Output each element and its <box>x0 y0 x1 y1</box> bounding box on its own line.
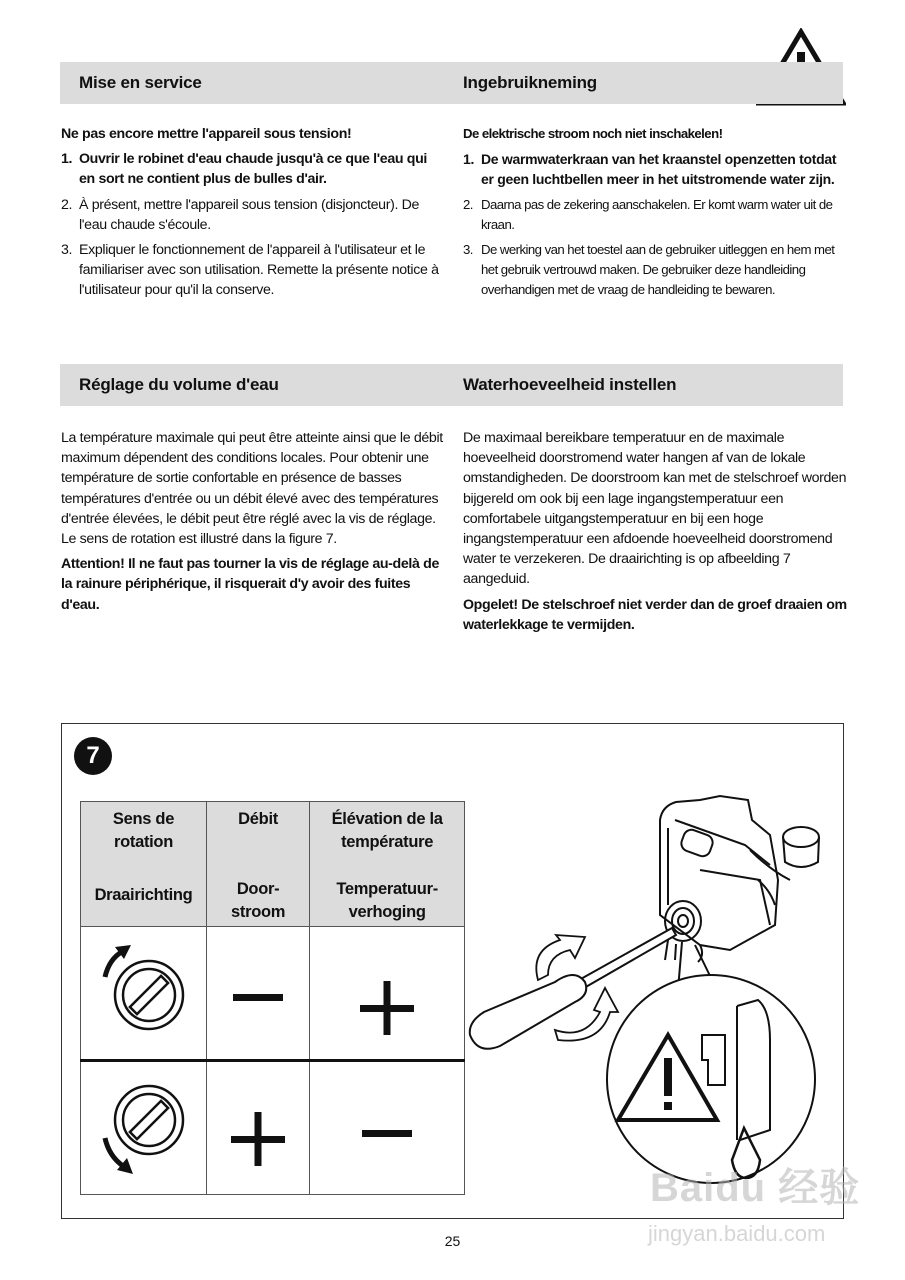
step-text: De werking van het toestel aan de gebruiker uitleggen en hem met het gebruik vertrouwd maken. De gebruiker deze handleiding overhandigen met de vraag de handleiding te bewaren. <box>481 242 835 298</box>
header-fr: Débit <box>238 810 278 828</box>
header-fr: Sens de rotation <box>112 810 175 851</box>
step-text: Expliquer le fonctionnement de l'appareil à l'utilisateur et le familiariser avec son utilisation. Remette la présente notice à l'utilisateur pour qu'il la conserve. <box>79 242 439 299</box>
section-title-fr: Réglage du volume d'eau <box>79 375 279 394</box>
step-number: 3. <box>61 242 73 259</box>
step-number: 1. <box>61 151 73 168</box>
step-number: 2. <box>61 196 73 213</box>
header-nl: Door-stroom <box>231 880 286 921</box>
step-text: Daarna pas de zekering aanschakelen. Er komt warm water uit de kraan. <box>481 196 833 232</box>
warning-text: De elektrische stroom noch niet inschakelen! <box>463 126 723 141</box>
section-title-nl: Waterhoeveelheid instellen <box>463 375 677 394</box>
section-title-nl: Ingebruikneming <box>463 73 597 92</box>
section-title-fr: Mise en service <box>79 73 202 92</box>
warning-text: Ne pas encore mettre l'appareil sous tension! <box>61 126 352 142</box>
step-number: 2. <box>463 196 473 212</box>
magnified-detail <box>607 942 815 1183</box>
detail-warning-icon <box>664 1058 672 1110</box>
watermark-logo: Baidu 经验 <box>650 1166 861 1210</box>
attention-text: Attention! Il ne faut pas tourner la vis de réglage au-delà de la rainure périphérique, il risquerait d'y avoir des fuites d'eau. <box>61 556 439 613</box>
header-nl: Draairichting <box>94 886 193 904</box>
body-text: La température maximale qui peut être atteinte ainsi que le débit maximum dépendent des conditions locales. Pour obtenir une température de sortie confortable en présence de basses températures d'entrée ou un débit élevé avec des températures d'entrée élevées, le débit peut être réglé avec la vis de réglage. Le sens de rotation est illustré dans la figure 7. <box>61 430 443 548</box>
watermark-url: jingyan.baidu.com <box>648 1221 826 1246</box>
heater-unit-drawing <box>660 796 819 962</box>
page-number: 25 <box>444 1233 461 1249</box>
step-number: 3. <box>463 242 473 258</box>
body-text: De maximaal bereikbare temperatuur en de maximale hoeveelheid doorstromend water hangen af van de lokale omstandigheden. De doorstroom kan met de stelschroef worden bijgereld om ook bij een lage ingangstemperatuur een comfortabele uitgangstemperatuur en bij een hoge ingangstemperatuur een afdoende hoeveelheid doorstromend water te verzekeren. De draairichting is op afbeelding 7 aangeduid. <box>463 430 847 588</box>
step-text: De warmwaterkraan van het kraanstel openzetten totdat er geen luchtbellen meer in het uitstromende water zijn. <box>481 151 837 188</box>
step-text: À présent, mettre l'appareil sous tension (disjoncteur). De l'eau chaude s'écoule. <box>79 196 420 233</box>
header-nl: Temperatuur-verhoging <box>336 880 438 921</box>
step-text: Ouvrir le robinet d'eau chaude jusqu'à ce que l'eau qui en sort ne contient plus de bulles d'air. <box>79 151 428 188</box>
header-fr: Élévation de la température <box>331 810 443 851</box>
step-number: 1. <box>463 151 475 168</box>
attention-text: Opgelet! De stelschroef niet verder dan de groef draaien om waterlekkage te vermijden. <box>463 596 847 633</box>
figure-number-badge: 7 <box>74 737 112 775</box>
